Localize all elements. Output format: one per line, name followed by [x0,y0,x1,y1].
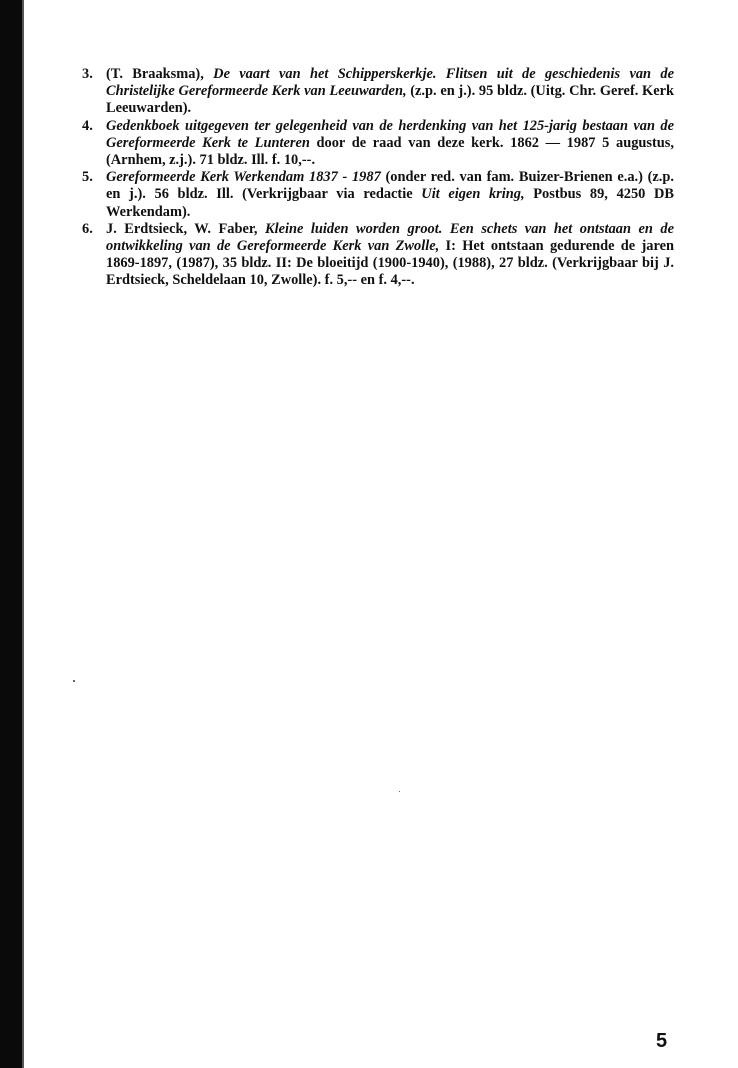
scan-speck [399,791,400,792]
reference-text [106,66,674,116]
reference-segment: (T. Braaksma), [106,66,214,82]
reference-segment: I: Het ontstaan gedurende de jaren 1869-1897, (1987), 35 bldz. II: De bloeitijd (1900-1940), (1988), 27 bldz. (Verkrijgbaar bij J. Erdtsieck, Scheldelaan 10, Zwolle). f. 5,-- en f. 4,--. [106,238,674,289]
scan-speck [73,680,75,682]
reference-title: Gereformeerde Kerk Werkendam 1837 - 1987 [106,169,381,186]
reference-text [106,118,674,168]
reference-item-3 [82,66,674,118]
reference-title: De vaart van het Schipperskerkje. Flitsen uit de geschiedenis van de Christelijke Gereformeerde Kerk van Leeuwarden, [106,66,674,100]
reference-number: 6. [82,220,93,237]
reference-item-5 [82,169,674,221]
reference-text [106,169,674,219]
reference-number: 5. [82,169,93,186]
reference-item-6 [82,221,674,290]
reference-item-4 [82,118,674,170]
reference-title: Gedenkboek uitgegeven ter gelegenheid van de herdenking van het 125-jarig bestaan van de Gereformeerde Kerk te Lunteren [106,117,674,151]
reference-periodical: Uit eigen kring, [421,186,525,203]
reference-text [106,221,674,289]
reference-segment: (z.p. en j.). 95 bldz. (Uitg. Chr. Geref. Kerk Leeuwarden). [106,83,674,117]
reference-segment: door de raad van deze kerk. 1862 — 1987 5 augustus, (Arnhem, z.j.). 71 bldz. Ill. f. 10,--. [106,134,674,169]
book-spine-shadow [0,0,22,1068]
reference-segment: (onder red. van fam. Buizer-Brienen e.a.) (z.p. en j.). 56 bldz. Ill. (Verkrijgbaar via redactie [106,169,674,203]
reference-number: 4. [82,117,93,134]
page-number: 5 [656,1030,668,1052]
reference-title: Kleine luiden worden groot. Een schets van het ontstaan en de ontwikkeling van de Gereformeerde Kerk van Zwolle, [106,220,674,255]
reference-list [82,66,674,290]
reference-number: 3. [82,66,93,82]
reference-segment: Postbus 89, 4250 DB Werkendam). [106,186,675,220]
reference-segment: J. Erdtsieck, W. Faber, [106,220,266,237]
book-spine-edge [22,0,24,1068]
